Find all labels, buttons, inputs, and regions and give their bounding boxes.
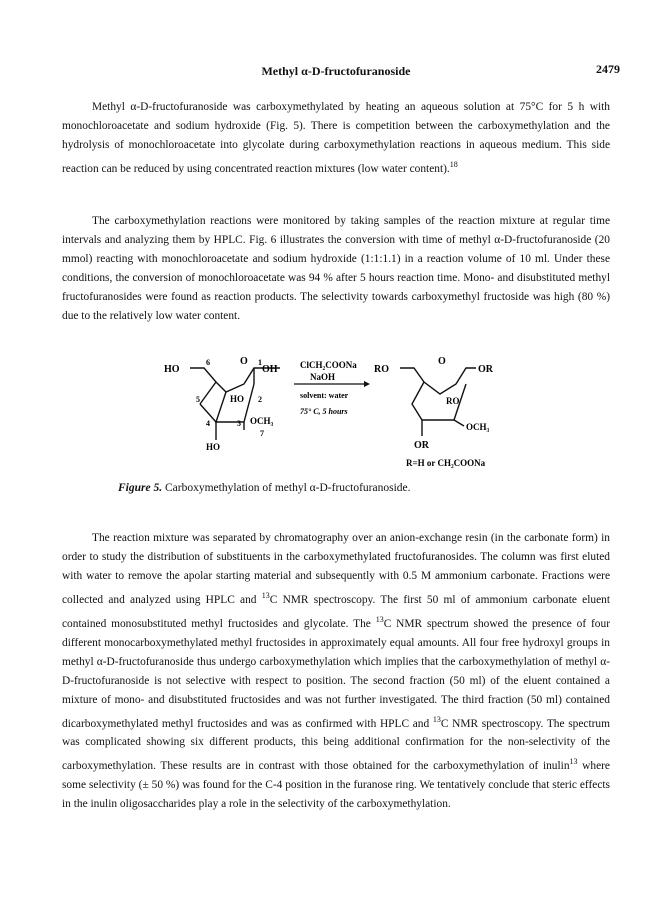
och3-left-label: OCH₃ [250,416,274,426]
oh-label: OH [262,364,278,375]
citation-13: 13 [569,757,578,767]
c2-label: 2 [258,395,262,404]
c4-label: 4 [206,419,210,428]
paragraph-3-text-b: C NMR spectroscopy. The first 50 ml of ammonium carbonate eluent contained monosubstituted methyl fructosides and glycolate. The [62,593,611,630]
isotope-13-a: 13 [261,591,270,600]
or-top-label: OR [478,364,493,375]
svg-text:O: O [240,356,248,367]
r-definition-label: R=H or CH₂COONa [406,458,486,468]
c3-label: 3 [237,419,241,428]
or-bottom-label: OR [414,440,429,451]
figure-caption [118,482,411,494]
paragraph-3-text-a: The reaction mixture was separated by chromatography over an anion-exchange resin (in the carbonate form) in order to study the distribution of substituents in the carboxymethylated fructofuranosides. The column was first eluted with water to remove the apolar starting material and subsequently with 0.5 M ammonium carbonate. Fractions were collected and analyzed using HPLC and [62,532,610,606]
paragraph-3-text-d: C NMR spectroscopy. The spectrum was complicated showing six different products, this being additional confirmation for the non-selectivity of the carboxymethylation. These results are in contrast with those obtained for the carboxymethylation of inulin [62,717,610,773]
c7-label: 7 [260,429,264,438]
ho-top-label: HO [164,364,180,375]
paragraph-3-text-e: where some selectivity (± 50 %) was found for the C-4 position in the furanose ring. We tentatively conclude that steric effects in the inulin oligosaccharides play a role in the selectivity of the carboxymethylation. [62,760,610,811]
reaction-scheme [160,354,520,474]
isotope-13-c: 13 [432,714,441,724]
base-label: NaOH [310,372,336,382]
c5-label: 5 [196,395,200,404]
paragraph-1-text: Methyl α-D-fructofuranoside was carboxymethylated by heating an aqueous solution at 75°C for 5 h with monochloroacetate and sodium hydroxide (Fig. 5). There is competition between the carboxymethylation and the hydrolysis of monochloroacetate into glycolate during carboxymethylation reactions in aqueous medium. This side reaction can be reduced by using concentrated reaction mixtures (low water content). [62,101,610,175]
ho-ring-label: HO [230,394,245,404]
paragraph-3-text-c: C NMR spectrum showed the presence of four different monocarboxymethylated methyl fructosides in approximately equal amounts. All four free hydroxyl groups in methyl α-D-fructofuranoside thus undergo carboxymethylation which implies that the carboxymethylation of methyl α-D-fructofuranoside is not selective with respect to position. The second fraction (50 ml) of the eluent contained a mixture of mono- and disubstituted fructosides and was not further investigated. The third fraction (50 ml) contained dicarboxymethylated methyl fructosides and was as confirmed with HPLC and [62,617,610,730]
figure-label: Figure 5. [118,482,163,494]
running-header-title: Methyl α-D-fructofuranoside [261,64,411,78]
svg-text:O: O [438,356,446,367]
reagent-label: ClCH₂COONa [300,360,357,370]
ro-ring-label: RO [446,396,460,406]
isotope-13-b: 13 [375,614,384,624]
conditions-label: 75° C, 5 hours [300,407,348,416]
reactant-structure [190,368,280,440]
c6-label: 6 [206,358,210,367]
page-number: 2479 [596,62,620,76]
ro-top-label: RO [374,364,389,375]
paragraph-1 [62,98,610,179]
solvent-label: solvent: water [300,391,349,400]
figure-caption-text: Carboxymethylation of methyl α-D-fructofuranoside. [164,482,411,494]
citation-18: 18 [449,160,458,169]
och3-right-label: OCH₃ [466,422,490,432]
product-structure [400,368,476,436]
ho-bottom-label: HO [206,442,221,452]
paragraph-3 [62,529,610,814]
paragraph-2: The carboxymethylation reactions were monitored by taking samples of the reaction mixture at regular time intervals and analyzing them by HPLC. Fig. 6 illustrates the conversion with time of methyl α-D-fructofuranoside (20 mmol) reacting with monochloroacetate and sodium hydroxide (1:1:1.1) in a reaction volume of 10 ml. Under these conditions, the conversion of monochloroacetate was 94 % after 5 hours reaction time. Mono- and disubstituted methyl fructofuranosides were found as reaction products. The selectivity towards carboxymethyl fructoside was high (80 %) due to the relatively low water content. [62,215,610,322]
c1-label: 1 [258,358,262,367]
